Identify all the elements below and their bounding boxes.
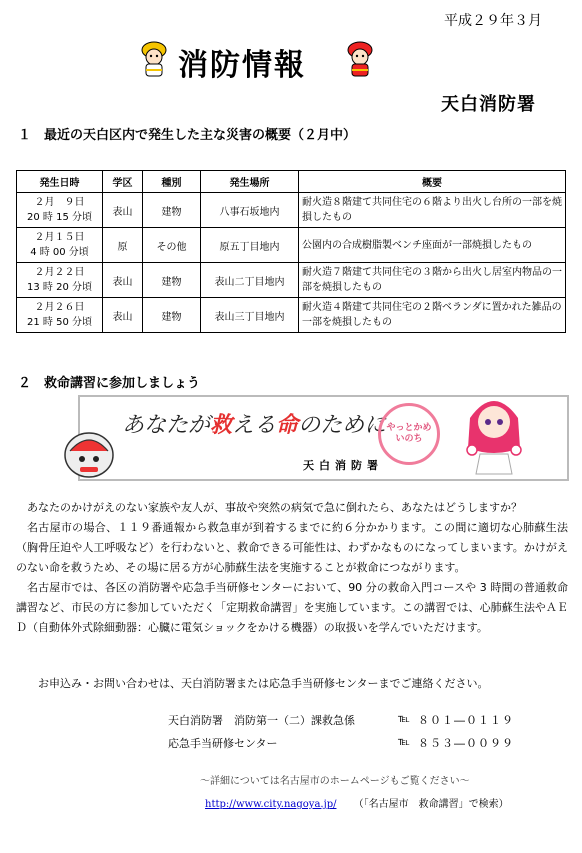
cell-summary: 耐火造７階建て共同住宅の３階から出火し居室内物品の一部を焼損したもの (299, 263, 566, 298)
cell-district: 表山 (103, 298, 143, 333)
cell-district: 原 (103, 228, 143, 263)
banner-slogan-red2: 命 (276, 413, 299, 438)
cell-time: 13 時 20 分頃 (27, 282, 92, 293)
cell-type: 建物 (143, 193, 201, 228)
tel-label-2: ℡ (398, 735, 410, 748)
contact-intro: お申込み・お問い合わせは、天白消防署または応急手当研修センターまでご連絡ください。 (38, 677, 489, 690)
cell-datetime (17, 228, 103, 263)
cell-place: 原五丁目地内 (201, 228, 299, 263)
cell-type: その他 (143, 228, 201, 263)
banner-seal-text: やっとかめ いのち (386, 423, 432, 444)
cell-type: 建物 (143, 263, 201, 298)
station-name: 天白消防署 (441, 94, 536, 115)
section2-heading: ２ 救命講習に参加しましょう (18, 376, 201, 391)
cell-datetime (17, 263, 103, 298)
nurse-mascot-icon (458, 388, 530, 476)
city-website-link[interactable]: http://www.city.nagoya.jp/ (205, 799, 337, 810)
footer-links (205, 795, 509, 810)
cell-date: ２月 ９日 (34, 197, 85, 208)
cell-date: ２月２６日 (34, 302, 85, 313)
table-row (17, 298, 566, 333)
banner-slogan-part2: える (232, 413, 277, 438)
contact-name-2: 応急手当研修センター (168, 737, 278, 750)
column-header-date: 発生日時 (17, 171, 103, 193)
body-text (16, 498, 568, 638)
firefighter-mascot-red-icon (344, 40, 376, 78)
section1-heading: １ 最近の天白区内で発生した主な災害の概要（２月中） (18, 128, 357, 143)
incident-table (16, 170, 566, 333)
footer-note: ～詳細については名古屋市のホームページもご覧ください～ (200, 776, 470, 787)
cell-summary: 公園内の合成樹脂製ベンチ座面が一部焼損したもの (299, 228, 566, 263)
firefighter-mascot-icon (138, 40, 170, 78)
search-note: （「名古屋市 救命講習」で検索） (353, 799, 509, 810)
banner-slogan-red1: 救 (210, 413, 233, 438)
cell-summary: 耐火造４階建て共同住宅の２階ベランダに置かれた雑品の一部を焼損したもの (299, 298, 566, 333)
cell-place: 表山二丁目地内 (201, 263, 299, 298)
contact-name-1: 天白消防署 消防第一（二）課救急係 (168, 714, 355, 727)
column-header-place: 発生場所 (201, 171, 299, 193)
page-title: 消防情報 (178, 48, 306, 83)
paragraph: 名古屋市では、各区の消防署や応急手当研修センターにおいて、90 分の救命入門コースや 3 時間の普通救命講習など、市民の方に参加していただく「定期救命講習」を実施しています。この講習では、心肺蘇生法やＡＥＤ（自動体外式除細動器：心臓に電気ショックをかける機器）の取扱いを学んでいただけます。 (16, 581, 568, 634)
cell-district: 表山 (103, 263, 143, 298)
cell-place: 表山三丁目地内 (201, 298, 299, 333)
cell-district: 表山 (103, 193, 143, 228)
banner-slogan-part3: のために (298, 413, 387, 438)
cell-place: 八事石坂地内 (201, 193, 299, 228)
cell-date: ２月２２日 (34, 267, 85, 278)
cell-time: 4 時 00 分頃 (30, 247, 89, 258)
tel-number-1: ８０１―０１１９ (418, 714, 514, 727)
cell-type: 建物 (143, 298, 201, 333)
issue-date: 平成２９年３月 (444, 13, 542, 29)
cell-date: ２月１５日 (34, 232, 85, 243)
table-header-row (17, 171, 566, 193)
paragraph: 名古屋市の場合、１１９番通報から救急車が到着するまでに約６分かかります。この間に適切な心肺蘇生法（胸骨圧迫や人工呼吸など）を行わないと、救命できる可能性は、わずかなものになってしまいます。かけがえのない命を救うため、その場に居る方が心肺蘇生法を実施することが救命につながります。 (16, 521, 568, 574)
tel-number-2: ８５３―００９９ (418, 737, 514, 750)
banner-slogan (122, 408, 386, 439)
column-header-summary: 概要 (299, 171, 566, 193)
tel-label-1: ℡ (398, 712, 410, 725)
table-row (17, 263, 566, 298)
paragraph: あなたのかけがえのない家族や友人が、事故や突然の病気で急に倒れたら、あなたはどうしますか？ (27, 501, 522, 514)
table-row (17, 193, 566, 228)
banner-slogan-part1: あなたが (122, 413, 211, 438)
banner-seal (378, 403, 440, 465)
cell-datetime (17, 193, 103, 228)
cell-datetime (17, 298, 103, 333)
cell-time: 20 時 15 分頃 (27, 212, 92, 223)
ambulance-mascot-icon (60, 425, 118, 483)
cell-summary: 耐火造８階建て共同住宅の６階より出火し台所の一部を焼損したもの (299, 193, 566, 228)
column-header-type: 種別 (143, 171, 201, 193)
cell-time: 21 時 50 分頃 (27, 317, 92, 328)
column-header-district: 学区 (103, 171, 143, 193)
banner-station: 天白消防署 (303, 459, 383, 472)
table-row (17, 228, 566, 263)
